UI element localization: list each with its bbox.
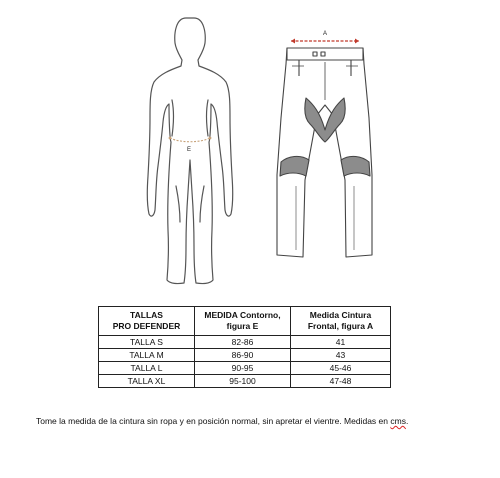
cell-size: TALLA L [99,362,195,375]
header-cintura [291,307,391,336]
header-cintura-line1: Medida Cintura [309,310,372,320]
body-measure-label: E [187,147,192,153]
table-row [99,336,391,349]
table-row [99,362,391,375]
cell-size: TALLA S [99,336,195,349]
header-tallas-line1: TALLAS [130,310,163,320]
cell-cintura: 45-46 [291,362,391,375]
note-units: cms [390,416,406,426]
waist-measure-indicator [169,137,212,153]
header-contorno-line2: figura E [226,321,259,331]
header-contorno-line1: MEDIDA Contorno, [204,310,281,320]
cell-contorno: 95-100 [195,375,291,388]
note-text: Tome la medida de la cintura sin ropa y en posición normal, sin apretar el vientre. Medidas en [36,416,391,426]
cell-contorno: 90-95 [195,362,291,375]
pants-figure [277,48,372,257]
cell-contorno: 86-90 [195,349,291,362]
note-period: . [405,416,409,426]
cell-cintura: 47-48 [291,375,391,388]
cell-size: TALLA M [99,349,195,362]
pants-measure-label: A [323,31,328,37]
size-table-header [99,307,391,336]
cell-cintura: 43 [291,349,391,362]
measurement-note [36,414,466,428]
header-cintura-line2: Frontal, figura A [307,321,374,331]
size-table [98,306,391,388]
table-row [99,349,391,362]
cell-cintura: 41 [291,336,391,349]
header-contorno [195,307,291,336]
cell-size: TALLA XL [99,375,195,388]
header-tallas [99,307,195,336]
cell-contorno: 82-86 [195,336,291,349]
pants-waist-measure-indicator [291,31,359,44]
header-tallas-line2: PRO DEFENDER [112,321,181,331]
table-row [99,375,391,388]
